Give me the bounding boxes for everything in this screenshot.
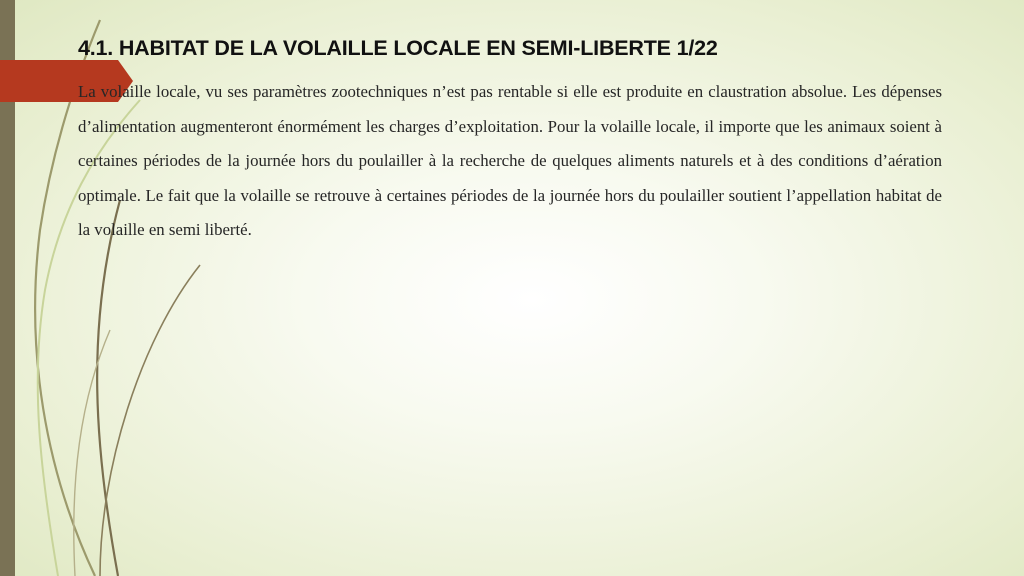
slide-title: 4.1. HABITAT DE LA VOLAILLE LOCALE EN SEMI-LIBERTE 1/22 [78, 36, 718, 60]
slide-body-text: La volaille locale, vu ses paramètres zootechniques n’est pas rentable si elle est produite en claustration absolue. Les dépenses d’alimentation augmenteront énormément les charges d’exploitation. Pour la volaille locale, il importe que les animaux soient à certaines périodes de la journée hors du poulailler à la recherche de quelques aliments naturels et à des conditions d’aération optimale. Le fait que la volaille se retrouve à certaines périodes de la journée hors du poulailler soutient l’appellation habitat de la volaille en semi liberté. [78, 82, 942, 239]
curve-faint [74, 330, 110, 576]
curve-brown-short [100, 265, 200, 576]
curve-brown-long [97, 200, 120, 576]
